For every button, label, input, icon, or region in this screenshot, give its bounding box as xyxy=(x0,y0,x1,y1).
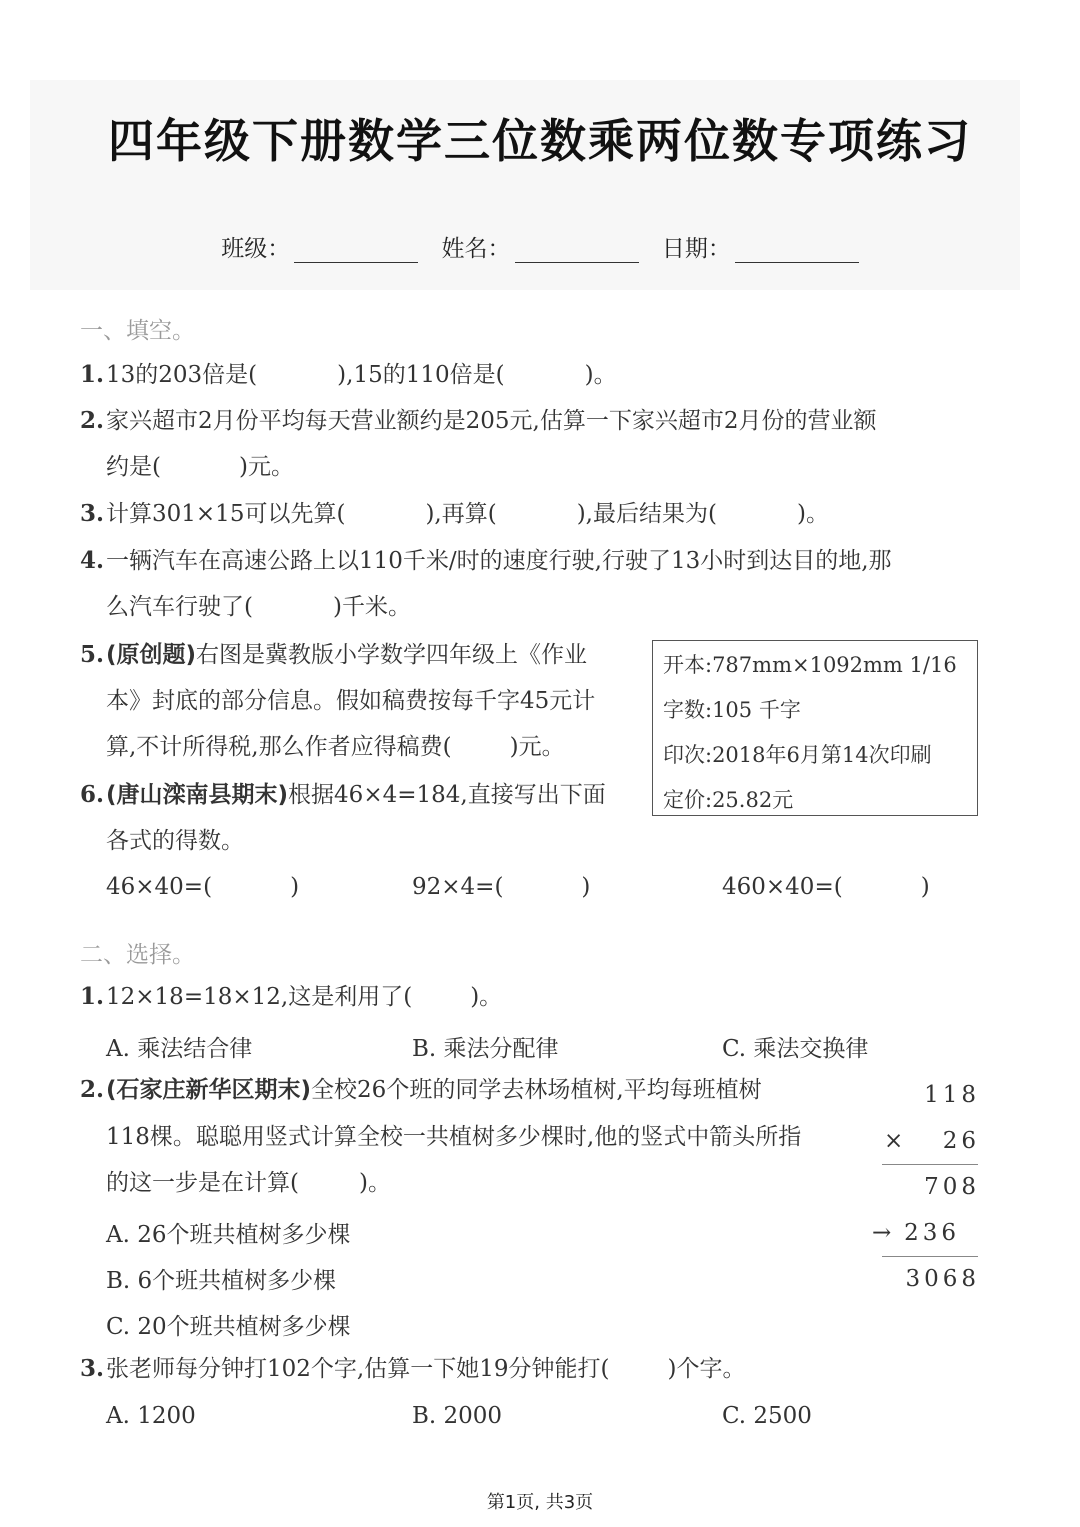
date-field xyxy=(662,230,859,263)
question-1-5-line2: 本》封底的部分信息。假如稿费按每千字45元计 xyxy=(106,688,596,714)
final-product: 3068 xyxy=(905,1266,980,1292)
option-c[interactable]: C. 乘法交换律 xyxy=(722,1036,869,1062)
calc-item-3 xyxy=(722,874,930,900)
option-b[interactable]: B. 6个班共植树多少棵 xyxy=(106,1268,337,1294)
question-text: 根据46×4=184,直接写出下面 xyxy=(288,782,606,808)
name-field xyxy=(442,230,639,263)
question-2-2-line2: 118棵。聪聪用竖式计算全校一共植树多少棵时,他的竖式中箭头所指 xyxy=(106,1124,802,1150)
calc-item-2 xyxy=(412,874,590,900)
question-text: 12×18=18×12,这是利用了( xyxy=(106,984,413,1010)
option-a[interactable]: A. 1200 xyxy=(106,1403,196,1429)
calc-text: 460×40=( xyxy=(722,874,843,900)
question-text: )元。 xyxy=(238,454,294,480)
multiplier: 26 xyxy=(942,1128,980,1154)
partial-product-2: 236 xyxy=(904,1220,960,1246)
question-number: 5. xyxy=(80,641,105,668)
calc-text: ) xyxy=(581,874,591,900)
question-text: 算,不计所得税,那么作者应得稿费( xyxy=(106,734,452,760)
question-2-2 xyxy=(80,1067,762,1113)
question-2-1 xyxy=(80,974,502,1020)
section-heading-choice: 二、选择。 xyxy=(80,942,195,968)
question-text: 一辆汽车在高速公路上以110千米/时的速度行驶,行驶了13小时到达目的地,那 xyxy=(106,548,892,574)
question-number: 3. xyxy=(80,1355,105,1382)
calc-line xyxy=(882,1256,978,1257)
book-info-box xyxy=(652,640,978,816)
question-text: )。 xyxy=(796,501,829,527)
option-a[interactable]: A. 26个班共植树多少棵 xyxy=(106,1222,351,1248)
question-number: 2. xyxy=(80,407,105,434)
question-source: (石家庄新华区期末) xyxy=(106,1077,312,1103)
question-2-3 xyxy=(80,1346,745,1392)
question-number: 1. xyxy=(80,983,105,1010)
question-1-4 xyxy=(80,538,892,584)
class-field xyxy=(221,230,418,263)
question-text: )元。 xyxy=(509,734,565,760)
question-text: 的这一步是在计算( xyxy=(106,1170,299,1196)
calc-item-1 xyxy=(106,874,299,900)
option-c[interactable]: C. 2500 xyxy=(722,1403,812,1429)
question-source: (原创题) xyxy=(106,642,197,668)
page-footer: 第1页, 共3页 xyxy=(486,1492,594,1513)
info-wordcount: 字数:105 千字 xyxy=(663,698,801,722)
multiplicand: 118 xyxy=(924,1082,980,1108)
vertical-multiplication xyxy=(872,1078,980,1298)
class-label: 班级： xyxy=(221,236,291,262)
question-text: 右图是冀教版小学数学四年级上《作业 xyxy=(196,642,588,668)
question-source: (唐山滦南县期末) xyxy=(106,782,289,808)
class-blank[interactable] xyxy=(294,242,418,263)
question-text: )千米。 xyxy=(332,594,411,620)
question-text: )个字。 xyxy=(667,1356,746,1382)
question-text: 张老师每分钟打102个字,估算一下她19分钟能打( xyxy=(106,1356,610,1382)
question-1-4-cont xyxy=(106,584,411,630)
option-a[interactable]: A. 乘法结合律 xyxy=(106,1036,253,1062)
question-number: 2. xyxy=(80,1076,105,1103)
times-sign: × xyxy=(884,1128,908,1154)
info-price: 定价:25.82元 xyxy=(663,788,794,812)
question-1-1 xyxy=(80,352,617,398)
question-1-6-line2: 各式的得数。 xyxy=(106,828,244,854)
calc-text: ) xyxy=(290,874,300,900)
question-1-3 xyxy=(80,491,829,537)
question-text: 计算301×15可以先算( xyxy=(106,501,346,527)
question-text: 约是( xyxy=(106,454,161,480)
calc-text: 46×40=( xyxy=(106,874,213,900)
question-number: 1. xyxy=(80,361,105,388)
question-text: ),最后结果为( xyxy=(576,501,717,527)
question-text: )。 xyxy=(584,362,617,388)
student-info-row xyxy=(0,230,1080,263)
date-blank[interactable] xyxy=(735,242,859,263)
question-number: 3. xyxy=(80,500,105,527)
question-1-5 xyxy=(80,632,587,678)
info-format: 开本:787mm×1092mm 1/16 xyxy=(663,653,957,677)
calc-text: ) xyxy=(920,874,930,900)
question-1-2 xyxy=(80,398,877,444)
question-2-2-line3 xyxy=(106,1160,391,1206)
question-1-5-line3 xyxy=(106,724,565,770)
option-c[interactable]: C. 20个班共植树多少棵 xyxy=(106,1314,351,1340)
question-text: 家兴超市2月份平均每天营业额约是205元,估算一下家兴超市2月份的营业额 xyxy=(106,408,877,434)
question-text: )。 xyxy=(470,984,503,1010)
question-text: 么汽车行驶了( xyxy=(106,594,253,620)
question-text: ),15的110倍是( xyxy=(337,362,505,388)
section-heading-fill: 一、填空。 xyxy=(80,318,195,344)
partial-product-1: 708 xyxy=(924,1174,980,1200)
name-label: 姓名： xyxy=(441,236,511,262)
question-number: 6. xyxy=(80,781,105,808)
question-text: 13的203倍是( xyxy=(106,362,258,388)
calc-line xyxy=(882,1164,978,1165)
date-label: 日期： xyxy=(661,236,731,262)
question-number: 4. xyxy=(80,547,105,574)
arrow-icon: → xyxy=(872,1220,896,1246)
question-text: )。 xyxy=(358,1170,391,1196)
page-title: 四年级下册数学三位数乘两位数专项练习 xyxy=(108,114,972,168)
name-blank[interactable] xyxy=(515,242,639,263)
option-b[interactable]: B. 乘法分配律 xyxy=(412,1036,559,1062)
calc-text: 92×4=( xyxy=(412,874,504,900)
question-1-2-cont xyxy=(106,444,294,490)
option-b[interactable]: B. 2000 xyxy=(412,1403,503,1429)
question-text: 全校26个班的同学去林场植树,平均每班植树 xyxy=(311,1077,762,1103)
question-1-6 xyxy=(80,772,606,818)
question-text: ),再算( xyxy=(425,501,497,527)
info-printing: 印次:2018年6月第14次印刷 xyxy=(663,743,932,767)
